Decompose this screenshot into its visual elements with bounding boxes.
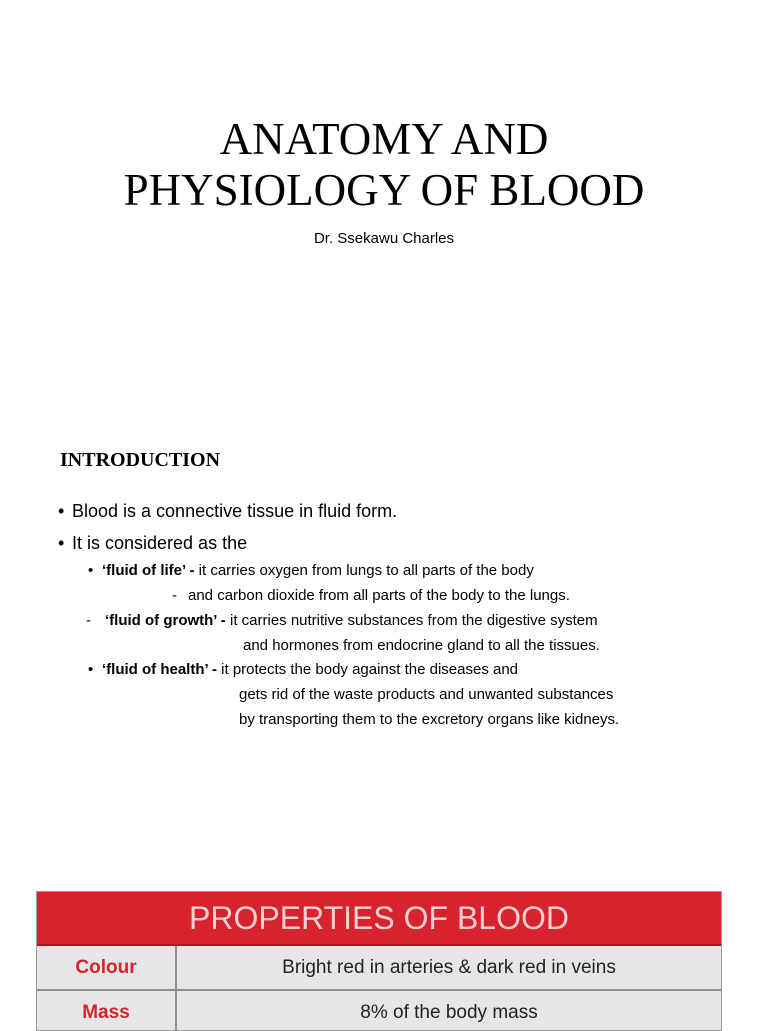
properties-table <box>36 891 722 1031</box>
author-name: Dr. Ssekawu Charles <box>313 230 455 247</box>
slide-title <box>0 114 768 216</box>
fluid-of-life-term: ‘fluid of life’ - <box>102 562 195 579</box>
title-line-2: PHYSIOLOGY OF BLOOD <box>123 165 645 215</box>
fluid-of-health-continuation-1: gets rid of the waste products and unwanted substances <box>239 686 614 703</box>
properties-table-header: PROPERTIES OF BLOOD <box>37 892 721 946</box>
title-line-1: ANATOMY AND <box>219 114 549 164</box>
table-row <box>37 991 721 1031</box>
fluid-of-growth-continuation: and hormones from endocrine gland to all the tissues. <box>243 637 600 654</box>
bullet-dot: • <box>58 533 65 553</box>
bullet-connective-tissue: • Blood is a connective tissue in fluid form. <box>58 501 398 521</box>
fluid-of-health-item: • ‘fluid of health’ - it protects the body against the diseases and <box>88 661 519 678</box>
dash-marker: - <box>172 587 177 604</box>
fluid-of-growth-term: ‘fluid of growth’ - <box>105 612 226 629</box>
dash-marker: - <box>86 612 91 629</box>
bullet-dot: • <box>58 501 65 521</box>
row-key-mass: Mass <box>37 991 177 1031</box>
row-value-colour: Bright red in arteries & dark red in veins <box>282 957 616 978</box>
row-value-mass: 8% of the body mass <box>360 1002 538 1023</box>
bullet-dot: • <box>88 661 94 678</box>
fluid-of-growth-item: - ‘fluid of growth’ - it carries nutritive substances from the digestive system <box>86 612 598 629</box>
intro-heading: INTRODUCTION <box>60 449 221 471</box>
table-row <box>37 946 721 991</box>
fluid-of-health-term: ‘fluid of health’ - <box>102 661 217 678</box>
fluid-of-life-continuation: - and carbon dioxide from all parts of the body to the lungs. <box>172 587 570 604</box>
bullet-dot: • <box>88 562 94 579</box>
fluid-of-health-continuation-2: by transporting them to the excretory organs like kidneys. <box>239 711 620 728</box>
bullet-considered: • It is considered as the <box>58 533 248 553</box>
row-key-colour: Colour <box>37 946 177 989</box>
fluid-of-life-item: • ‘fluid of life’ - it carries oxygen from lungs to all parts of the body <box>88 562 534 579</box>
